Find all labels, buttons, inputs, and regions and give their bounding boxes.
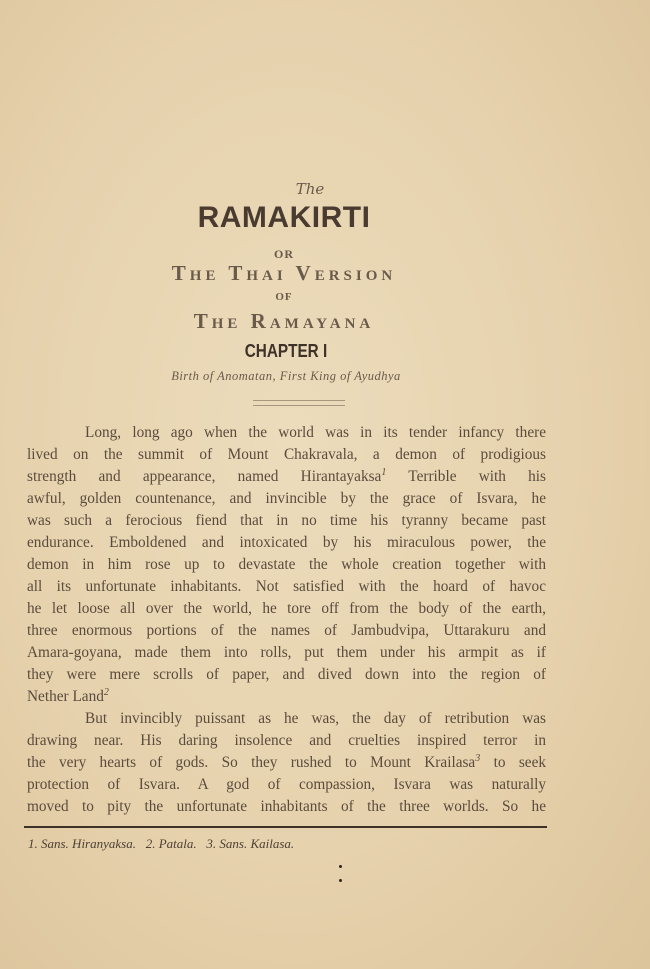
title-or: OR bbox=[274, 247, 294, 261]
body-line bbox=[27, 752, 546, 774]
line-text: drawing near. His daring insolence and cruelties inspired terror in bbox=[27, 732, 546, 749]
title-of: OF bbox=[275, 291, 293, 303]
body-line bbox=[27, 730, 546, 752]
line-text: they were mere scrolls of paper, and dived down into the region of bbox=[27, 666, 546, 683]
body-line bbox=[27, 598, 546, 620]
ornamental-divider bbox=[253, 400, 345, 406]
body-line bbox=[27, 510, 546, 532]
printer-mark-dot bbox=[339, 865, 342, 868]
body-line bbox=[27, 686, 546, 708]
line-text: three enormous portions of the names of Jambudvipa, Uttarakuru and bbox=[27, 622, 546, 639]
body-line bbox=[27, 488, 546, 510]
chapter-heading: CHAPTER I bbox=[244, 341, 328, 361]
body-line bbox=[27, 620, 546, 642]
body-line bbox=[27, 664, 546, 686]
body-line bbox=[27, 444, 546, 466]
line-text: endurance. Emboldened and intoxicated by his miraculous power, the bbox=[27, 534, 546, 551]
line-text: protection of Isvara. A god of compassion, Isvara was naturally bbox=[27, 776, 546, 793]
footnote-marker: 1 bbox=[381, 466, 387, 478]
footnote-rule bbox=[24, 826, 547, 828]
subtitle-ramayana: The Ramayana bbox=[193, 309, 375, 333]
footnotes: 1. Sans. Hiranyaksa. 2. Patala. 3. Sans. Kailasa. bbox=[28, 836, 295, 851]
line-text: demon in him rose up to devastate the whole creation together with bbox=[27, 556, 546, 573]
line-text: Long, long ago when the world was in its tender infancy there bbox=[85, 424, 546, 441]
line-text: awful, golden countenance, and invincible by the grace of Isvara, he bbox=[27, 490, 546, 507]
body-text bbox=[27, 422, 546, 818]
book-title: RAMAKIRTI bbox=[197, 201, 371, 234]
line-text: moved to pity the unfortunate inhabitants of the three worlds. So he bbox=[27, 798, 546, 815]
body-line bbox=[27, 796, 546, 818]
body-line bbox=[27, 466, 546, 488]
subtitle-thai-version: The Thai Version bbox=[171, 261, 397, 285]
line-text: lived on the summit of Mount Chakravala, a demon of prodigious bbox=[27, 446, 546, 463]
line-text: strength and appearance, named Hirantayaksa bbox=[27, 468, 382, 485]
body-line bbox=[27, 708, 546, 730]
body-line bbox=[27, 554, 546, 576]
line-text: to seek bbox=[480, 754, 547, 771]
line-text: was such a ferocious fiend that in no time his tyranny became past bbox=[27, 512, 546, 529]
line-text: he let loose all over the world, he tore off from the body of the earth, bbox=[27, 600, 546, 617]
body-line bbox=[27, 532, 546, 554]
line-text: Nether Land bbox=[27, 688, 104, 705]
printer-mark-dot bbox=[339, 879, 342, 882]
line-text: Amara-goyana, made them into rolls, put them under his armpit as if bbox=[27, 644, 546, 661]
body-line bbox=[27, 774, 546, 796]
footnote-marker: 3 bbox=[475, 752, 481, 764]
footnote-marker: 2 bbox=[103, 686, 109, 698]
line-text: all its unfortunate inhabitants. Not satisfied with the hoard of havoc bbox=[27, 578, 546, 595]
line-text: But invincibly puissant as he was, the day of retribution was bbox=[85, 710, 546, 727]
body-line bbox=[27, 576, 546, 598]
line-text: the very hearts of gods. So they rushed to Mount Krailasa bbox=[27, 754, 476, 771]
title-prefix: The bbox=[295, 180, 325, 198]
chapter-subtitle: Birth of Anomatan, First King of Ayudhya bbox=[171, 369, 401, 383]
line-text: Terrible with his bbox=[386, 468, 546, 485]
body-line bbox=[27, 642, 546, 664]
body-line bbox=[27, 422, 546, 444]
